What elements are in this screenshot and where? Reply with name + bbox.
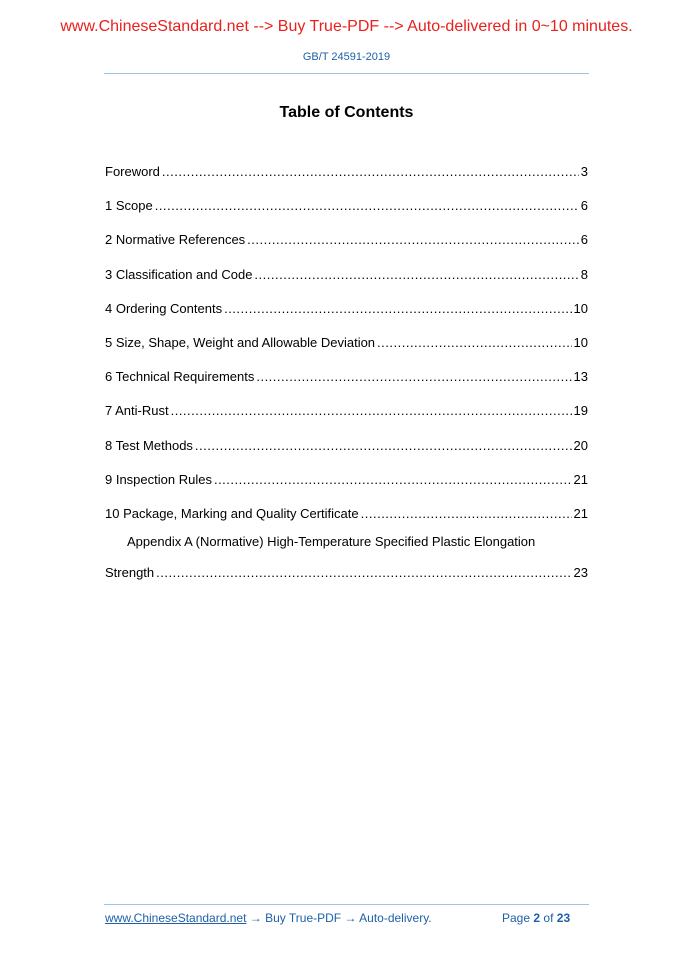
toc-entry-size-shape-weight[interactable] — [105, 333, 588, 353]
dot-leader — [254, 265, 578, 285]
toc-entry-label: 1 Scope — [105, 198, 153, 214]
toc-entry-page: 6 — [580, 198, 588, 214]
dot-leader — [171, 401, 572, 421]
toc-entry-page: 10 — [573, 334, 588, 350]
toc-entry-scope[interactable] — [105, 196, 588, 216]
toc-entry-page: 23 — [573, 565, 588, 581]
standard-number: GB/T 24591-2019 — [302, 51, 391, 63]
dot-leader — [377, 333, 571, 353]
toc-entry-anti-rust[interactable] — [105, 401, 588, 421]
dot-leader — [247, 230, 579, 250]
page-current: 2 — [533, 911, 541, 925]
toc-entry-appendix-a[interactable] — [105, 563, 588, 583]
toc-entry-label: 2 Normative References — [105, 232, 246, 248]
toc-list — [105, 162, 588, 597]
promo-banner-link[interactable]: www.ChineseStandard.net --> Buy True-PDF --> Auto-delivered in 0~10 minutes. — [60, 18, 633, 35]
arrow-right-icon: → — [249, 911, 262, 925]
toc-entry-page: 6 — [580, 232, 588, 248]
toc-entry-package-marking[interactable] — [105, 504, 588, 524]
dot-leader — [214, 470, 572, 490]
footer-divider — [104, 904, 589, 905]
toc-entry-appendix-a-heading[interactable]: Appendix A (Normative) High-Temperature Specified Plastic Elongation — [127, 534, 536, 550]
toc-entry-normative-references[interactable] — [105, 230, 588, 250]
page-of: of — [543, 911, 554, 925]
toc-entry-foreword[interactable] — [105, 162, 588, 182]
footer-auto-text: Auto-delivery. — [359, 911, 432, 925]
dot-leader — [195, 436, 572, 456]
toc-entry-label: Foreword — [105, 164, 160, 179]
toc-entry-test-methods[interactable] — [105, 436, 588, 456]
dot-leader — [156, 563, 571, 583]
dot-leader — [256, 367, 571, 387]
toc-entry-page: 10 — [573, 300, 588, 316]
toc-entry-label: Strength — [105, 565, 155, 581]
toc-entry-page: 8 — [580, 266, 588, 282]
toc-entry-page: 21 — [573, 471, 588, 487]
toc-entry-page: 21 — [573, 505, 588, 521]
toc-entry-page: 19 — [573, 403, 588, 419]
arrow-right-icon: → — [344, 911, 357, 925]
page-indicator — [502, 911, 570, 925]
page-prefix: Page — [502, 911, 531, 925]
dot-leader — [162, 162, 579, 182]
toc-entry-label: 7 Anti-Rust — [105, 403, 169, 419]
dot-leader — [224, 299, 571, 319]
toc-entry-inspection-rules[interactable] — [105, 470, 588, 490]
footer-promo-link[interactable] — [105, 911, 432, 925]
toc-entry-label: 3 Classification and Code — [105, 266, 253, 282]
footer-site-link[interactable]: www.ChineseStandard.net — [105, 911, 247, 925]
toc-entry-page: 13 — [573, 369, 588, 385]
toc-entry-classification-and-code[interactable] — [105, 265, 588, 285]
toc-entry-label: 6 Technical Requirements — [105, 369, 255, 385]
toc-entry-page: 20 — [573, 437, 588, 453]
dot-leader — [155, 196, 579, 216]
toc-entry-technical-requirements[interactable] — [105, 367, 588, 387]
header-divider — [104, 73, 589, 74]
footer-buy-text: Buy True-PDF — [265, 911, 342, 925]
toc-entry-label: 8 Test Methods — [105, 437, 193, 453]
toc-entry-label: 5 Size, Shape, Weight and Allowable Deviation — [105, 334, 376, 350]
toc-entry-label: 9 Inspection Rules — [105, 471, 212, 487]
toc-entry-page: 3 — [580, 164, 588, 179]
toc-entry-label: 10 Package, Marking and Quality Certificate — [105, 505, 359, 521]
dot-leader — [361, 504, 572, 524]
toc-entry-label: 4 Ordering Contents — [105, 300, 223, 316]
page-total: 23 — [556, 911, 571, 925]
toc-entry-ordering-contents[interactable] — [105, 299, 588, 319]
page-title: Table of Contents — [279, 104, 414, 121]
